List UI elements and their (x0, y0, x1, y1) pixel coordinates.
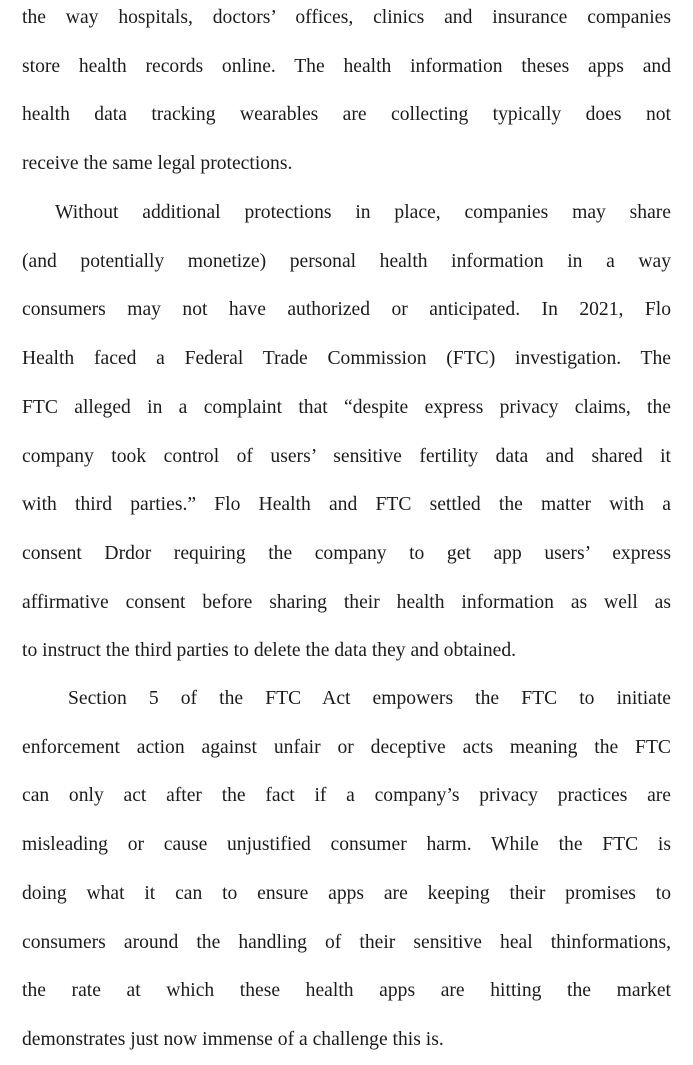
text-line: affirmative consent before sharing their health information as well as (22, 591, 671, 613)
text-line: company took control of users’ sensitive fertility data and shared it (22, 445, 671, 467)
paragraph-1 (22, 0, 671, 189)
text-line: Section 5 of the FTC Act empowers the FTC to initiate (68, 688, 671, 709)
text-line: consent Drdor requiring the company to get app users’ express (22, 542, 671, 564)
paragraph-3 (22, 675, 671, 1065)
text-line: with third parties.” Flo Health and FTC settled the matter with a (22, 494, 671, 516)
text-line: consumers around the handling of their sensitive heal thinformations, (22, 931, 671, 953)
text-line: (and potentially monetize) personal health information in a way (22, 250, 671, 272)
text-line: store health records online. The health information theses apps and (22, 55, 671, 77)
text-line: doing what it can to ensure apps are keeping their promises to (22, 882, 671, 904)
text-line: Without additional protections in place, companies may share (55, 202, 671, 223)
text-line: misleading or cause unjustified consumer harm. While the FTC is (22, 834, 671, 856)
text-line: enforcement action against unfair or deceptive acts meaning the FTC (22, 736, 671, 758)
text-line: can only act after the fact if a company’s privacy practices are (22, 785, 671, 807)
text-line: demonstrates just now immense of a challenge this is. (22, 1028, 444, 1050)
text-line: health data tracking wearables are collecting typically does not (22, 104, 671, 126)
text-line: FTC alleged in a complaint that “despite express privacy claims, the (22, 396, 671, 418)
text-line: consumers may not have authorized or anticipated. In 2021, Flo (22, 299, 671, 321)
text-line: the way hospitals, doctors’ offices, clinics and insurance companies (22, 7, 671, 28)
text-line: Health faced a Federal Trade Commission (FTC) investigation. The (22, 348, 671, 370)
text-line: the rate at which these health apps are hitting the market (22, 980, 671, 1002)
text-line: to instruct the third parties to delete the data they and obtained. (22, 640, 517, 662)
text-line: receive the same legal protections. (22, 153, 293, 175)
paragraph-2 (22, 189, 671, 676)
